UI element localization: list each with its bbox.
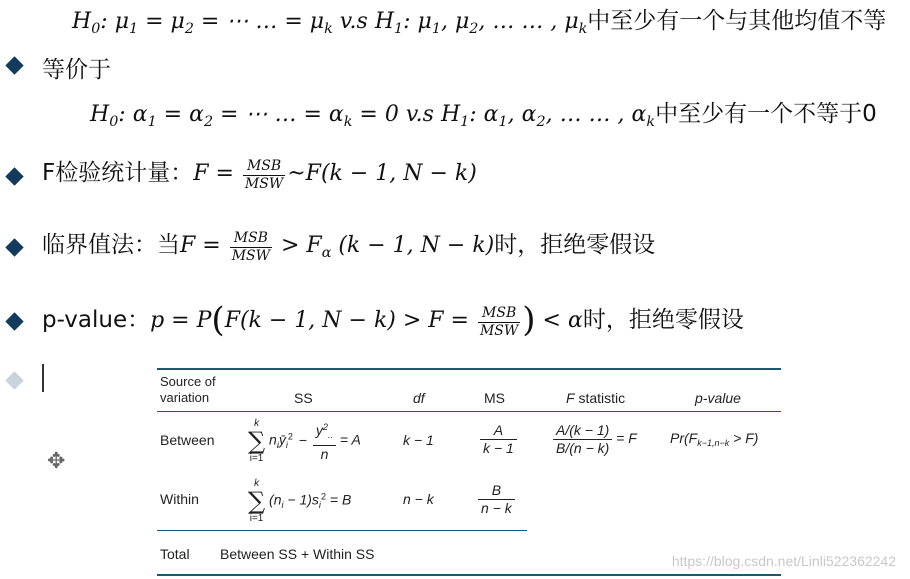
critical-value-line: 临界值法：当F = $\frac{\text{MSB}}{\text{MSW}}$ > $F_\alpha$ (k − 1, N − k)时，拒绝零假设 [42,230,656,264]
within-df: n − k [403,491,434,507]
within-ms: $\frac{B}{n - k}$ [478,482,515,517]
move-cursor-icon[interactable]: ✥ [47,449,66,474]
diamond-bullet-icon [5,371,23,389]
f-statistic-label: F检验统计量： [42,160,194,186]
table-total-rule [157,530,527,531]
between-ss-formula: k ∑ i=1 $n_iȳ_i^2$ − $\frac{y^2_{..}}{n}$ = A [248,418,361,464]
within-ss-formula: k ∑ i=1 $(n_i - 1)s_i^2 = B$ [248,478,352,524]
h0-symbol: $H_0$: $\mu_1 = \mu_2$ = ⋯ … = $\mu_k$ v.s $H_1$: $\mu_1$, $\mu_2$, … … , $\mu_k$ [72,9,588,37]
between-p-value: $Pr(F_{k-1,n-k} > F)$ [670,430,759,449]
header-p-value: p-value [695,390,741,406]
diamond-bullet-icon [5,56,23,74]
row-within-label: Within [160,491,199,507]
hypothesis-means-line [72,2,886,37]
between-df: k − 1 [403,432,434,448]
row-total-label: Total [160,546,190,562]
between-f-statistic: $\frac{A/(k - 1)}{B/(n - k)}$ = F [553,422,637,457]
hypothesis-means-text: 中至少有一个与其他均值不等 [587,8,887,34]
diamond-bullet-icon [5,167,23,185]
table-bottom-rule [157,574,781,576]
hypothesis-alpha-line [90,95,877,130]
header-ss: SS [294,390,313,406]
header-ms: MS [484,390,505,406]
equivalent-label: 等价于 [42,57,111,83]
row-between-label: Between [160,432,215,448]
hypothesis-alpha-text: 中至少有一个不等于0 [655,101,877,127]
msb-msw-fraction: $\frac{\text{MSB}}{\text{MSW}}$ [244,158,284,192]
f-statistic-line: F检验统计量：F = $\frac{\text{MSB}}{\text{MSW}}$ ~F(k − 1, N − k) [42,158,477,192]
watermark-url: https://blog.csdn.net/Linli522362242 [671,553,896,569]
diamond-bullet-icon [5,312,23,330]
header-f-statistic: F statistic [566,390,626,406]
header-df: df [413,390,425,406]
p-value-label: p-value： [42,307,151,333]
msb-msw-fraction: $\frac{\text{MSB}}{\text{MSW}}$ [479,305,519,339]
table-top-rule [157,368,781,370]
msb-msw-fraction: $\frac{\text{MSB}}{\text{MSW}}$ [231,230,271,264]
table-header-rule [157,411,781,412]
total-ss-value: Between SS + Within SS [220,546,375,562]
critical-value-label: 临界值法：当 [42,232,180,258]
between-ms: $\frac{A}{k - 1}$ [480,422,517,457]
text-cursor [42,364,44,392]
h0-alpha-formula: $H_0$: $\alpha_1 = \alpha_2$ = ⋯ … = $\alpha_k = 0$ v.s $H_1$: $\alpha_1$, $\alpha_2$, … … , $\alpha_k$ [90,102,656,130]
header-source: Source of variation [160,374,216,405]
p-value-line: p-value：p = P(F(k − 1, N − k) > F = $\frac{\text{MSB}}{\text{MSW}}$ ) < α时，拒绝零假设 [42,300,744,340]
diamond-bullet-icon [5,238,23,256]
